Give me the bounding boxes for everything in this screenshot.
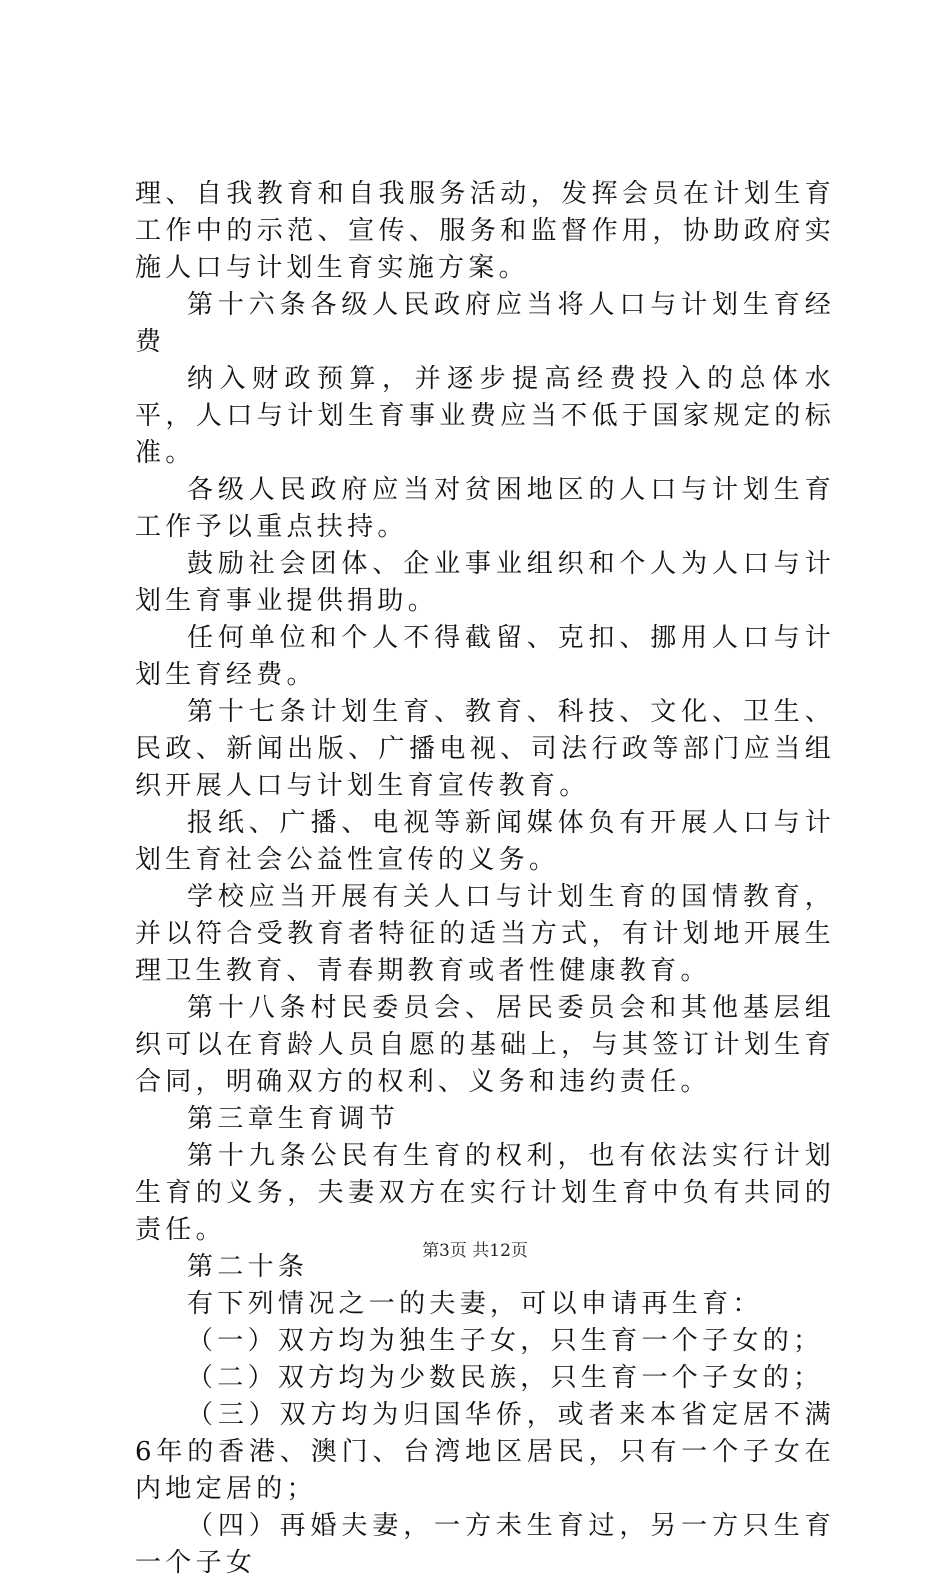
paragraph-media: 报纸、广播、电视等新闻媒体负有开展人口与计划生育社会公益性宣传的义务。	[135, 808, 835, 875]
paragraph-schools: 学校应当开展有关人口与计划生育的国情教育，并以符合受教育者特征的适当方式，有计划地开展生理卫生教育、青春期教育或者性健康教育。	[135, 882, 835, 986]
paragraph-funds-protection: 任何单位和个人不得截留、克扣、挪用人口与计划生育经费。	[135, 623, 835, 690]
paragraph-conditions-intro: 有下列情况之一的夫妻，可以申请再生育：	[187, 1289, 763, 1319]
paragraph-poverty-support: 各级人民政府应当对贫困地区的人口与计划生育工作予以重点扶持。	[135, 475, 835, 542]
paragraph-article-17: 第十七条计划生育、教育、科技、文化、卫生、民政、新闻出版、广播电视、司法行政等部门应当组织开展人口与计划生育宣传教育。	[135, 697, 835, 801]
paragraph-article-16: 第十六条各级人民政府应当将人口与计划生育经费	[135, 290, 835, 357]
list-item-2: （二）双方均为少数民族，只生育一个子女的；	[187, 1363, 824, 1393]
list-item-4: （四）再婚夫妻，一方未生育过，另一方只生育一个子女	[135, 1511, 835, 1578]
paragraph-article-18: 第十八条村民委员会、居民委员会和其他基层组织可以在育龄人员自愿的基础上，与其签订计划生育合同，明确双方的权利、义务和违约责任。	[135, 993, 835, 1097]
paragraph-continuation: 理、自我教育和自我服务活动，发挥会员在计划生育工作中的示范、宣传、服务和监督作用，协助政府实施人口与计划生育实施方案。	[135, 179, 835, 283]
document-body	[135, 176, 835, 1582]
paragraph-budget: 纳入财政预算，并逐步提高经费投入的总体水平，人口与计划生育事业费应当不低于国家规定的标准。	[135, 364, 835, 468]
paragraph-article-20: 第二十条	[187, 1252, 309, 1282]
paragraph-donations: 鼓励社会团体、企业事业组织和个人为人口与计划生育事业提供捐助。	[135, 549, 835, 616]
page-number-footer: 第3页 共12页	[422, 1241, 528, 1261]
paragraph-article-19: 第十九条公民有生育的权利，也有依法实行计划生育的义务，夫妻双方在实行计划生育中负有共同的责任。	[135, 1141, 835, 1245]
list-item-1: （一）双方均为独生子女，只生育一个子女的；	[187, 1326, 824, 1356]
chapter-heading: 第三章生育调节	[187, 1104, 400, 1134]
list-item-3: （三）双方均为归国华侨，或者来本省定居不满6年的香港、澳门、台湾地区居民，只有一个子女在内地定居的；	[135, 1400, 835, 1504]
